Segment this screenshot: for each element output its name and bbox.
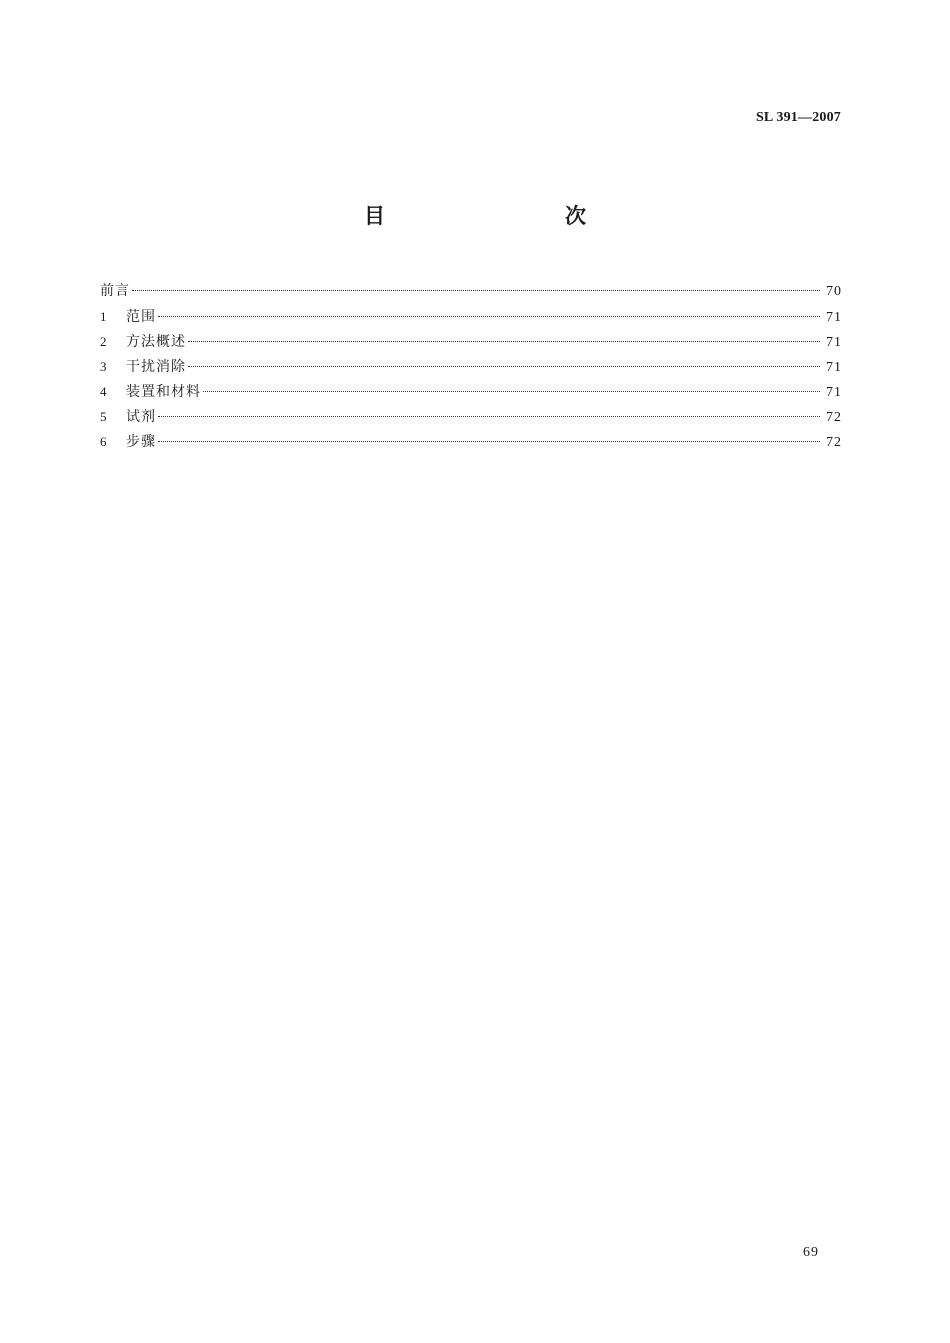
- toc-entry-5[interactable]: [100, 404, 842, 429]
- toc-entry-page: 70: [826, 284, 842, 299]
- toc-entry-1[interactable]: [100, 304, 842, 329]
- toc-entry-2[interactable]: [100, 329, 842, 354]
- toc-entry-label: 方法概述: [126, 334, 186, 350]
- dot-leader: [188, 341, 820, 342]
- toc-entry-label: 范围: [126, 309, 156, 325]
- toc-entry-label: 试剂: [126, 409, 156, 425]
- toc-entry-4[interactable]: [100, 379, 842, 404]
- page-number: 69: [803, 1245, 819, 1260]
- toc-entry-number: 6: [100, 434, 107, 449]
- dot-leader: [158, 316, 820, 317]
- dot-leader: [158, 441, 820, 442]
- toc-entry-page: 71: [826, 385, 842, 400]
- toc-entry-number: 5: [100, 409, 107, 424]
- toc-entry-number: 4: [100, 384, 107, 399]
- toc-entry-page: 72: [826, 410, 842, 425]
- toc-entry-page: 72: [826, 435, 842, 450]
- toc-entry-label: 装置和材料: [126, 384, 201, 400]
- toc-entry-label: 前言: [100, 283, 130, 299]
- table-of-contents: [100, 279, 842, 454]
- toc-entry-preface[interactable]: [100, 279, 842, 304]
- dot-leader: [188, 366, 820, 367]
- toc-entry-page: 71: [826, 335, 842, 350]
- standard-code: SL 391—2007: [755, 110, 841, 125]
- toc-entry-number: 3: [100, 359, 107, 374]
- dot-leader: [158, 416, 820, 417]
- toc-entry-3[interactable]: [100, 354, 842, 379]
- toc-entry-page: 71: [826, 360, 842, 375]
- toc-entry-label: 步骤: [126, 434, 156, 450]
- toc-entry-number: 2: [100, 334, 107, 349]
- toc-entry-6[interactable]: [100, 429, 842, 454]
- dot-leader: [132, 290, 820, 291]
- toc-entry-number: 1: [100, 309, 107, 324]
- toc-entry-page: 71: [826, 310, 842, 325]
- page-title: 目 次: [364, 204, 632, 228]
- toc-entry-label: 干扰消除: [126, 359, 186, 375]
- dot-leader: [203, 391, 820, 392]
